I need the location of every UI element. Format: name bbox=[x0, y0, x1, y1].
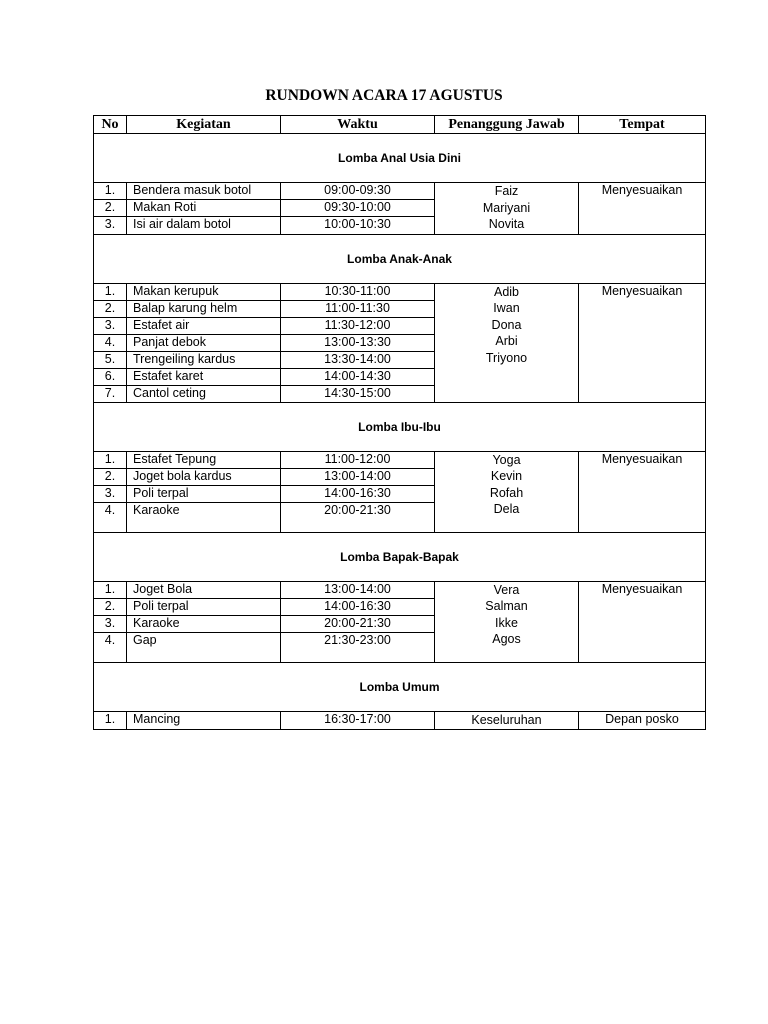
header-tempat: Tempat bbox=[579, 116, 706, 134]
penanggung-jawab-name: Kevin bbox=[490, 469, 523, 483]
table-row bbox=[94, 711, 706, 730]
cell-kegiatan: Poli terpal bbox=[127, 598, 281, 615]
table-body bbox=[94, 134, 706, 730]
cell-kegiatan: Estafet air bbox=[127, 317, 281, 334]
cell-kegiatan: Makan Roti bbox=[127, 200, 281, 217]
table-row bbox=[94, 183, 706, 200]
cell-waktu: 10:00-10:30 bbox=[281, 217, 435, 234]
cell-waktu: 14:00-16:30 bbox=[281, 598, 435, 615]
penanggung-jawab-name: Novita bbox=[488, 217, 525, 231]
cell-waktu: 14:30-15:00 bbox=[281, 385, 435, 402]
cell-tempat: Menyesuaikan bbox=[579, 183, 706, 235]
cell-no: 2. bbox=[94, 598, 127, 615]
cell-penanggung-jawab bbox=[435, 283, 579, 402]
section-title: Lomba Anal Usia Dini bbox=[94, 134, 706, 183]
section-row bbox=[94, 234, 706, 283]
cell-kegiatan: Mancing bbox=[127, 711, 281, 730]
cell-kegiatan: Karaoke bbox=[127, 615, 281, 632]
section-title: Lomba Ibu-Ibu bbox=[94, 402, 706, 451]
header-waktu: Waktu bbox=[281, 116, 435, 134]
cell-no: 3. bbox=[94, 317, 127, 334]
cell-tempat: Menyesuaikan bbox=[579, 451, 706, 532]
table-row bbox=[94, 451, 706, 468]
section-title: Lomba Anak-Anak bbox=[94, 234, 706, 283]
header-no: No bbox=[94, 116, 127, 134]
cell-waktu: 11:00-12:00 bbox=[281, 451, 435, 468]
cell-penanggung-jawab bbox=[435, 183, 579, 235]
cell-waktu: 13:30-14:00 bbox=[281, 351, 435, 368]
penanggung-jawab-name: Arbi bbox=[495, 334, 518, 348]
cell-penanggung-jawab bbox=[435, 711, 579, 730]
penanggung-jawab-name: Keseluruhan bbox=[471, 712, 542, 727]
header-row bbox=[94, 116, 706, 134]
cell-no: 1. bbox=[94, 283, 127, 300]
penanggung-jawab-name: Vera bbox=[493, 582, 520, 597]
cell-no: 2. bbox=[94, 468, 127, 485]
penanggung-jawab-name: Iwan bbox=[493, 301, 520, 315]
cell-no: 2. bbox=[94, 300, 127, 317]
cell-no: 7. bbox=[94, 385, 127, 402]
penanggung-jawab-name: Dela bbox=[493, 502, 520, 516]
cell-no: 6. bbox=[94, 368, 127, 385]
cell-kegiatan: Estafet karet bbox=[127, 368, 281, 385]
table-row bbox=[94, 283, 706, 300]
cell-no: 4. bbox=[94, 502, 127, 532]
header-kegiatan: Kegiatan bbox=[127, 116, 281, 134]
cell-waktu: 10:30-11:00 bbox=[281, 283, 435, 300]
section-row bbox=[94, 402, 706, 451]
cell-waktu: 11:00-11:30 bbox=[281, 300, 435, 317]
penanggung-jawab-name: Faiz bbox=[494, 184, 519, 198]
cell-waktu: 09:30-10:00 bbox=[281, 200, 435, 217]
cell-tempat: Depan posko bbox=[579, 711, 706, 730]
penanggung-jawab-name: Yoga bbox=[492, 452, 521, 467]
cell-kegiatan: Panjat debok bbox=[127, 334, 281, 351]
cell-no: 4. bbox=[94, 632, 127, 662]
penanggung-jawab-name: Rofah bbox=[489, 485, 524, 500]
section-row bbox=[94, 134, 706, 183]
cell-tempat: Menyesuaikan bbox=[579, 283, 706, 402]
cell-no: 5. bbox=[94, 351, 127, 368]
cell-kegiatan: Cantol ceting bbox=[127, 385, 281, 402]
cell-no: 3. bbox=[94, 217, 127, 234]
cell-waktu: 16:30-17:00 bbox=[281, 711, 435, 730]
cell-penanggung-jawab bbox=[435, 581, 579, 662]
cell-penanggung-jawab bbox=[435, 451, 579, 532]
cell-no: 2. bbox=[94, 200, 127, 217]
cell-no: 1. bbox=[94, 581, 127, 598]
cell-kegiatan: Makan kerupuk bbox=[127, 283, 281, 300]
cell-no: 3. bbox=[94, 485, 127, 502]
cell-kegiatan: Joget Bola bbox=[127, 581, 281, 598]
cell-kegiatan: Joget bola kardus bbox=[127, 468, 281, 485]
section-row bbox=[94, 662, 706, 711]
section-title: Lomba Umum bbox=[94, 662, 706, 711]
cell-waktu: 11:30-12:00 bbox=[281, 317, 435, 334]
penanggung-jawab-name: Agos bbox=[492, 632, 521, 646]
cell-no: 4. bbox=[94, 334, 127, 351]
cell-tempat: Menyesuaikan bbox=[579, 581, 706, 662]
penanggung-jawab-name: Triyono bbox=[485, 350, 528, 365]
penanggung-jawab-name: Dona bbox=[491, 317, 522, 332]
cell-kegiatan: Balap karung helm bbox=[127, 300, 281, 317]
header-penanggung-jawab: Penanggung Jawab bbox=[435, 116, 579, 134]
cell-kegiatan: Poli terpal bbox=[127, 485, 281, 502]
cell-waktu: 13:00-14:00 bbox=[281, 468, 435, 485]
penanggung-jawab-name: Adib bbox=[493, 284, 520, 299]
cell-kegiatan: Bendera masuk botol bbox=[127, 183, 281, 200]
cell-kegiatan: Gap bbox=[127, 632, 281, 662]
cell-kegiatan: Isi air dalam botol bbox=[127, 217, 281, 234]
section-title: Lomba Bapak-Bapak bbox=[94, 532, 706, 581]
cell-waktu: 14:00-14:30 bbox=[281, 368, 435, 385]
cell-waktu: 14:00-16:30 bbox=[281, 485, 435, 502]
cell-no: 3. bbox=[94, 615, 127, 632]
cell-waktu: 20:00-21:30 bbox=[281, 502, 435, 532]
rundown-table bbox=[93, 115, 706, 730]
cell-no: 1. bbox=[94, 451, 127, 468]
cell-waktu: 09:00-09:30 bbox=[281, 183, 435, 200]
cell-waktu: 13:00-13:30 bbox=[281, 334, 435, 351]
cell-waktu: 20:00-21:30 bbox=[281, 615, 435, 632]
cell-waktu: 13:00-14:00 bbox=[281, 581, 435, 598]
penanggung-jawab-name: Salman bbox=[485, 599, 528, 613]
cell-kegiatan: Karaoke bbox=[127, 502, 281, 532]
cell-waktu: 21:30-23:00 bbox=[281, 632, 435, 662]
cell-no: 1. bbox=[94, 711, 127, 730]
document-title: RUNDOWN ACARA 17 AGUSTUS bbox=[265, 87, 503, 104]
cell-kegiatan: Estafet Tepung bbox=[127, 451, 281, 468]
penanggung-jawab-name: Mariyani bbox=[482, 200, 531, 215]
table-row bbox=[94, 581, 706, 598]
cell-no: 1. bbox=[94, 183, 127, 200]
penanggung-jawab-name: Ikke bbox=[495, 615, 518, 630]
section-row bbox=[94, 532, 706, 581]
cell-kegiatan: Trengeiling kardus bbox=[127, 351, 281, 368]
